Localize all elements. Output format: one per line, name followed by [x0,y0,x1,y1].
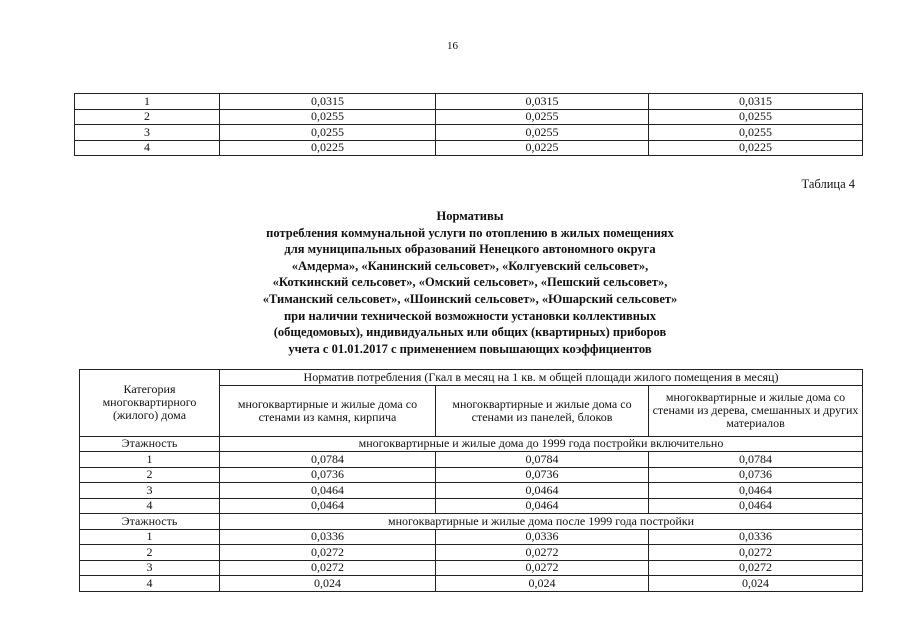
table-cell: 4 [75,140,220,156]
title-line: «Тиманский сельсовет», «Шоинский сельсовет», «Юшарский сельсовет» [262,291,678,306]
table-row [75,109,863,125]
document-title [160,208,780,357]
table-cell: 0,0464 [220,483,436,499]
title-line: (общедомовых), индивидуальных или общих (квартирных) приборов [273,325,667,340]
table-cell: 0,0464 [649,498,863,514]
table-cell: 0,0464 [649,483,863,499]
title-line: «Амдерма», «Канинский сельсовет», «Колгуевский сельсовет», [291,258,649,273]
title-line: учета с 01.01.2017 с применением повышающих коэффициентов [288,341,652,356]
table-row [75,140,863,156]
table-cell: 2 [75,109,220,125]
section-row [80,436,863,452]
header-row [80,370,863,386]
column-header-panel: многоквартирные и жилые дома со стенами из панелей, блоков [436,385,649,436]
title-line: при наличии технической возможности установки коллективных [283,308,656,323]
table-cell: 4 [80,576,220,592]
table-cell: 0,0272 [649,545,863,561]
section-title: многоквартирные и жилые дома после 1999 года постройки [220,514,863,530]
table-cell: 0,024 [649,576,863,592]
table-cell: 0,0272 [220,560,436,576]
table-cell: 0,0784 [649,452,863,468]
page-number: 16 [447,40,458,52]
table-cell: 0,0255 [220,125,436,141]
table-cell: 0,0736 [220,467,436,483]
category-header: Категория многоквартирного (жилого) дома [80,370,220,437]
table-row [80,560,863,576]
table-cell: 4 [80,498,220,514]
table-cell: 0,0315 [649,94,863,110]
table-caption: Таблица 4 [801,177,855,191]
table-cell: 0,0255 [649,109,863,125]
table-cell: 0,0784 [220,452,436,468]
title-line: Нормативы [436,209,504,223]
table-cell: 0,024 [220,576,436,592]
table-cell: 1 [80,529,220,545]
section-title: многоквартирные и жилые дома до 1999 года постройки включительно [220,436,863,452]
table-cell: 0,0464 [436,483,649,499]
table-cell: 3 [80,483,220,499]
table-cell: 0,0464 [436,498,649,514]
table-row [80,483,863,499]
table-cell: 0,0336 [649,529,863,545]
continuation-table [74,93,863,156]
table-cell: 0,0336 [436,529,649,545]
title-line: для муниципальных образований Ненецкого автономного округа [284,242,656,257]
table-cell: 2 [80,467,220,483]
table-cell: 0,0225 [436,140,649,156]
table-cell: 0,0255 [649,125,863,141]
section-label: Этажность [80,514,220,530]
table-cell: 0,0255 [220,109,436,125]
table-cell: 0,0225 [649,140,863,156]
norm-header: Норматив потребления (Гкал в месяц на 1 кв. м общей площади жилого помещения в месяц) [220,370,863,386]
title-line: потребления коммунальной услуги по отоплению в жилых помещениях [266,225,674,240]
table-row [80,467,863,483]
table-row [75,125,863,141]
title-line: «Коткинский сельсовет», «Омский сельсовет», «Пешский сельсовет», [272,275,668,290]
table-cell: 0,0255 [436,109,649,125]
norms-table [79,369,863,592]
table-cell: 0,0784 [436,452,649,468]
table-cell: 0,0464 [220,498,436,514]
table-cell: 0,0736 [649,467,863,483]
table-row [80,452,863,468]
table-row [80,576,863,592]
table-cell: 0,0336 [220,529,436,545]
table-cell: 0,0255 [436,125,649,141]
table-cell: 1 [75,94,220,110]
table-cell: 3 [75,125,220,141]
table-cell: 0,024 [436,576,649,592]
table-cell: 0,0272 [436,545,649,561]
section-label: Этажность [80,436,220,452]
table-row [80,529,863,545]
table-cell: 2 [80,545,220,561]
table-row [75,94,863,110]
table-cell: 0,0272 [649,560,863,576]
column-header-stone: многоквартирные и жилые дома со стенами из камня, кирпича [220,385,436,436]
table-cell: 0,0272 [436,560,649,576]
column-header-wood: многоквартирные и жилые дома со стенами из дерева, смешанных и других материалов [649,385,863,436]
table-cell: 0,0315 [436,94,649,110]
table-cell: 3 [80,560,220,576]
table-cell: 0,0315 [220,94,436,110]
table-cell: 0,0272 [220,545,436,561]
table-cell: 1 [80,452,220,468]
table-row [80,498,863,514]
table-cell: 0,0225 [220,140,436,156]
table-cell: 0,0736 [436,467,649,483]
section-row [80,514,863,530]
table-row [80,545,863,561]
